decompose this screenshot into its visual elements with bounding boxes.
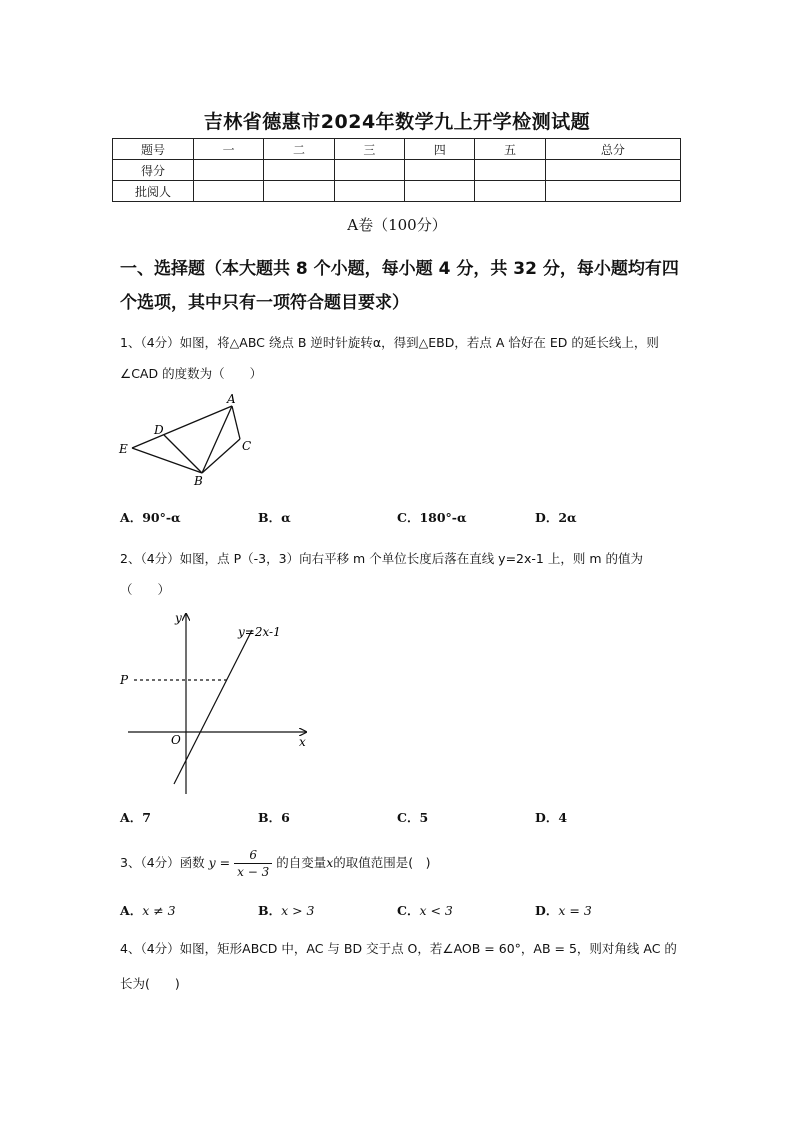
option-b[interactable]: B．α (258, 510, 291, 525)
question-3-suffix-1: 的自变量 (276, 855, 327, 870)
question-3-suffix-2: 的取值范围是( ) (333, 855, 431, 870)
option-math: x = 3 (558, 903, 592, 918)
score-table (112, 138, 681, 202)
option-math: x > 3 (281, 903, 315, 918)
fraction-denominator: x − 3 (237, 865, 270, 879)
table-cell[interactable] (194, 181, 264, 202)
table-cell: 批阅人 (113, 181, 194, 202)
table-cell[interactable] (475, 160, 545, 181)
table-cell[interactable] (264, 160, 334, 181)
option-a[interactable] (120, 901, 176, 919)
label-e: E (119, 442, 128, 456)
table-cell: 一 (194, 139, 264, 160)
table-cell[interactable] (405, 160, 475, 181)
table-cell: 二 (264, 139, 334, 160)
label-d: D (154, 423, 164, 437)
variable-x: x (326, 855, 334, 870)
table-cell[interactable] (475, 181, 545, 202)
option-letter: D． (535, 903, 559, 918)
label-b: B (194, 474, 203, 488)
table-cell[interactable] (264, 181, 334, 202)
table-cell[interactable] (334, 160, 404, 181)
question-3-text (120, 846, 680, 880)
fraction (234, 847, 272, 880)
fraction-numerator: 6 (234, 847, 272, 864)
axis-y-label: y (175, 611, 182, 625)
option-a[interactable]: A．7 (120, 810, 151, 825)
table-row (113, 139, 681, 160)
point-p-label: P (120, 673, 129, 687)
section-title: 一、选择题（本大题共 8 个小题，每小题 4 分，共 32 分，每小题均有四个选项，其中只有一项符合题目要求） (120, 259, 679, 313)
page-title: 吉林省德惠市2024年数学九上开学检测试题 (203, 111, 591, 133)
option-letter: A． (120, 903, 143, 918)
question-1-text: 1、（4分）如图，将△ABC 绕点 B 逆时针旋转α，得到△EBD，若点 A 恰好在 ED 的延长线上，则∠CAD 的度数为（ ） (120, 335, 659, 381)
table-row (113, 181, 681, 202)
label-a: A (227, 392, 236, 406)
table-cell[interactable] (545, 160, 680, 181)
option-c[interactable] (397, 901, 453, 919)
question-2-figure (112, 608, 312, 798)
table-cell[interactable] (545, 181, 680, 202)
table-cell: 四 (405, 139, 475, 160)
origin-label: O (171, 733, 181, 747)
option-b[interactable]: B．6 (258, 810, 290, 825)
question-1-figure (112, 390, 262, 490)
option-letter: B． (258, 903, 282, 918)
axis-x-label: x (299, 735, 306, 749)
option-math: x < 3 (419, 903, 453, 918)
table-row (113, 160, 681, 181)
question-3-prefix: 3、（4分）函数 (120, 855, 205, 870)
option-d[interactable] (535, 901, 592, 919)
table-cell[interactable] (334, 181, 404, 202)
label-c: C (242, 439, 252, 453)
option-math: x ≠ 3 (142, 903, 176, 918)
table-cell: 题号 (113, 139, 194, 160)
option-d[interactable]: D．2α (535, 510, 577, 525)
question-4-text: 4、（4分）如图，矩形ABCD 中，AC 与 BD 交于点 O，若∠AOB = 60°，AB = 5，则对角线 AC 的长为( ) (120, 941, 677, 991)
table-cell: 五 (475, 139, 545, 160)
option-d[interactable]: D．4 (535, 810, 568, 825)
section-heading-a: A卷（100分） (347, 216, 447, 234)
table-cell[interactable] (194, 160, 264, 181)
table-cell: 总分 (545, 139, 680, 160)
table-cell[interactable] (405, 181, 475, 202)
table-cell: 三 (334, 139, 404, 160)
option-c[interactable]: C．5 (397, 810, 429, 825)
option-letter: C． (397, 903, 420, 918)
option-b[interactable] (258, 901, 315, 919)
question-2-text: 2、（4分）如图，点 P（-3，3）向右平移 m 个单位长度后落在直线 y=2x-1 上，则 m 的值为（ ） (120, 551, 643, 597)
option-c[interactable]: C．180°-α (397, 510, 467, 525)
line-label: y=2x-1 (238, 625, 281, 639)
option-a[interactable]: A．90°-α (120, 510, 181, 525)
table-cell: 得分 (113, 160, 194, 181)
function-y: y = (208, 855, 231, 870)
